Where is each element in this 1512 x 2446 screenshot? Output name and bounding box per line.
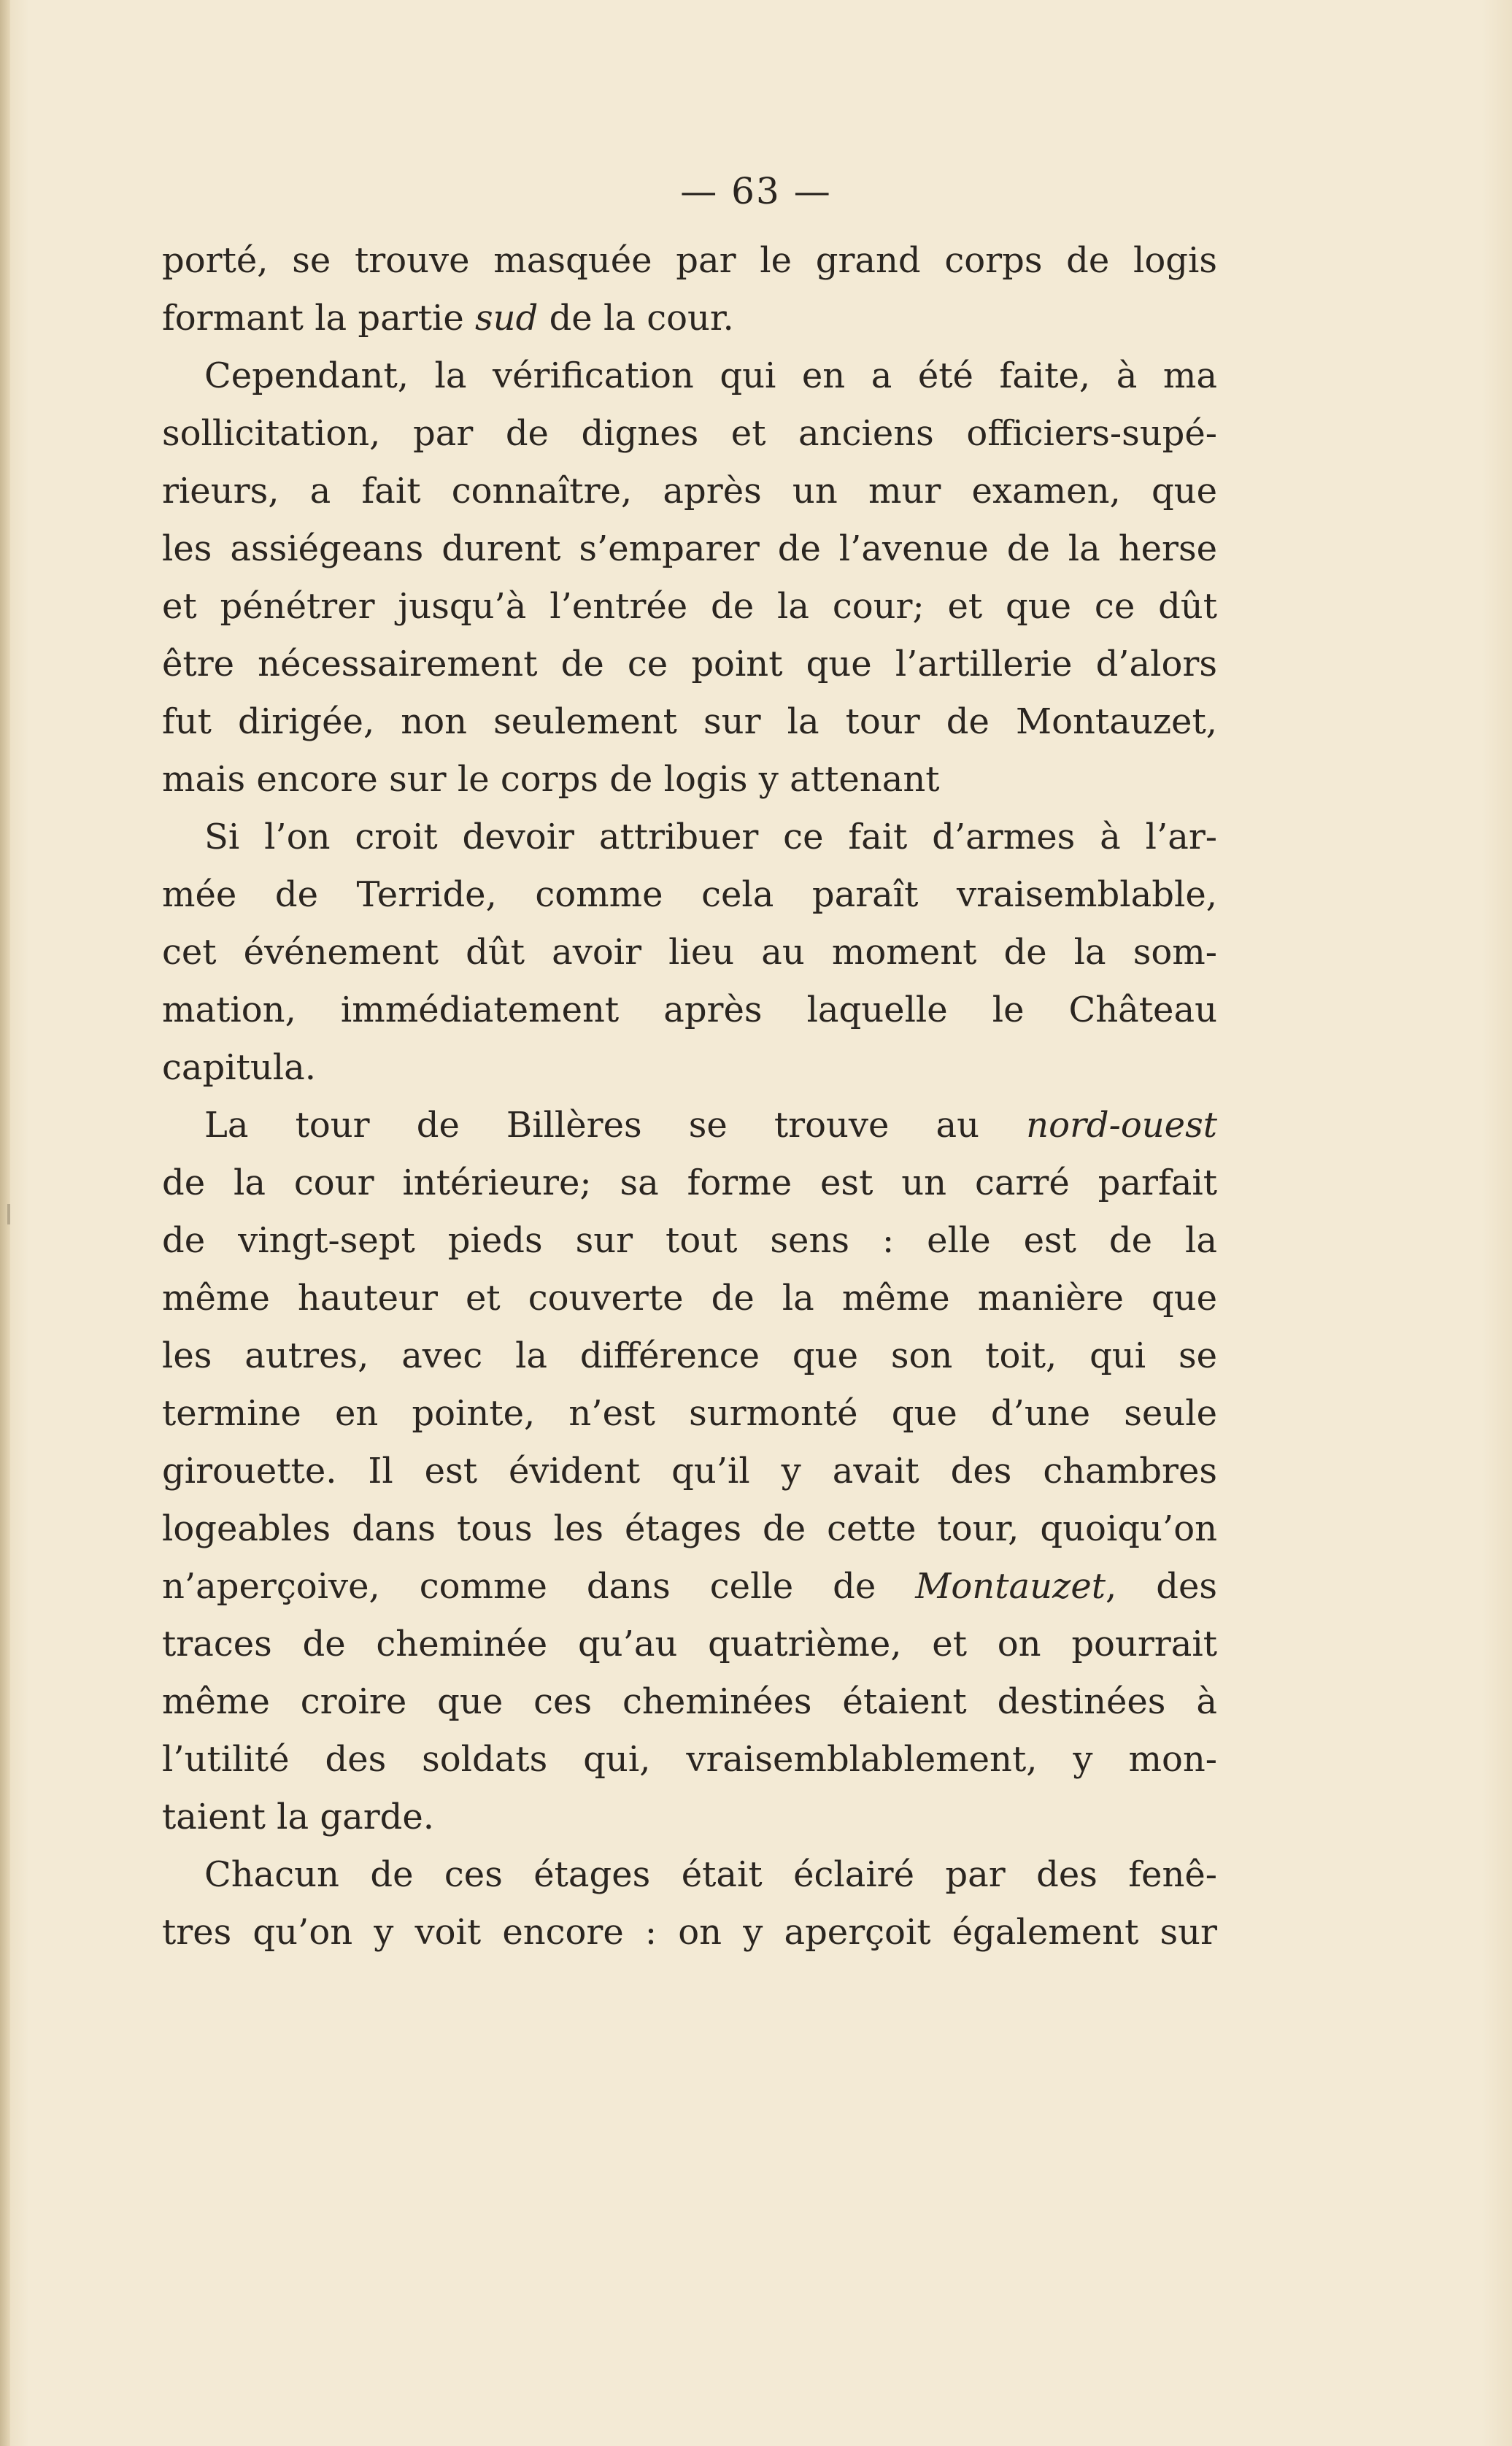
text-line: formant la partie sud de la cour. [162, 298, 734, 339]
text-line: même croire que ces cheminées étaient destinées à [162, 1681, 1217, 1722]
text-line: Cependant, la vérification qui en a été faite, à ma [204, 355, 1217, 396]
margin-mark [7, 1204, 10, 1224]
text-line: porté, se trouve masquée par le grand corps de logis [162, 240, 1217, 281]
text-line: capitula. [162, 1047, 317, 1088]
text-line: La tour de Billères se trouve au nord-ouest [204, 1105, 1217, 1146]
text-line: être nécessairement de ce point que l’artillerie d’alors [162, 644, 1217, 684]
text-line: logeables dans tous les étages de cette tour, quoiqu’on [162, 1508, 1217, 1549]
text-line: Chacun de ces étages était éclairé par des fenê- [204, 1854, 1217, 1895]
page-number: — 63 — [680, 170, 832, 212]
body-text [162, 232, 1217, 1961]
text-line: n’aperçoive, comme dans celle de Montauzet, des [162, 1566, 1218, 1607]
text-line: et pénétrer jusqu’à l’entrée de la cour; et que ce dût [162, 586, 1217, 627]
text-line: sollicitation, par de dignes et anciens officiers-supé- [162, 413, 1217, 454]
text-line: les autres, avec la différence que son toit, qui se [162, 1335, 1217, 1376]
text-line: mée de Terride, comme cela paraît vraisemblable, [162, 874, 1217, 915]
text-line: fut dirigée, non seulement sur la tour de Montauzet, [162, 701, 1217, 742]
text-line: mation, immédiatement après laquelle le Château [162, 989, 1217, 1030]
text-line: les assiégeans durent s’emparer de l’avenue de la herse [162, 528, 1217, 569]
text-line: traces de cheminée qu’au quatrième, et on pourrait [162, 1624, 1217, 1664]
text-line: tres qu’on y voit encore : on y aperçoit également sur [162, 1912, 1217, 1953]
text-line: mais encore sur le corps de logis y attenant [162, 759, 940, 800]
text-line: rieurs, a fait connaître, après un mur examen, que [162, 471, 1217, 512]
text-line: de la cour intérieure; sa forme est un carré parfait [162, 1162, 1217, 1203]
text-line: même hauteur et couverte de la même manière que [162, 1278, 1217, 1319]
text-line: Si l’on croit devoir attribuer ce fait d’armes à l’ar- [204, 817, 1217, 857]
text-line: cet événement dût avoir lieu au moment de la som- [162, 932, 1217, 973]
text-line: girouette. Il est évident qu’il y avait des chambres [162, 1451, 1217, 1492]
text-line: termine en pointe, n’est surmonté que d’une seule [162, 1393, 1217, 1434]
text-line: de vingt-sept pieds sur tout sens : elle est de la [162, 1220, 1217, 1261]
text-line: l’utilité des soldats qui, vraisemblablement, y mon- [162, 1739, 1217, 1780]
text-line: taient la garde. [162, 1797, 435, 1837]
